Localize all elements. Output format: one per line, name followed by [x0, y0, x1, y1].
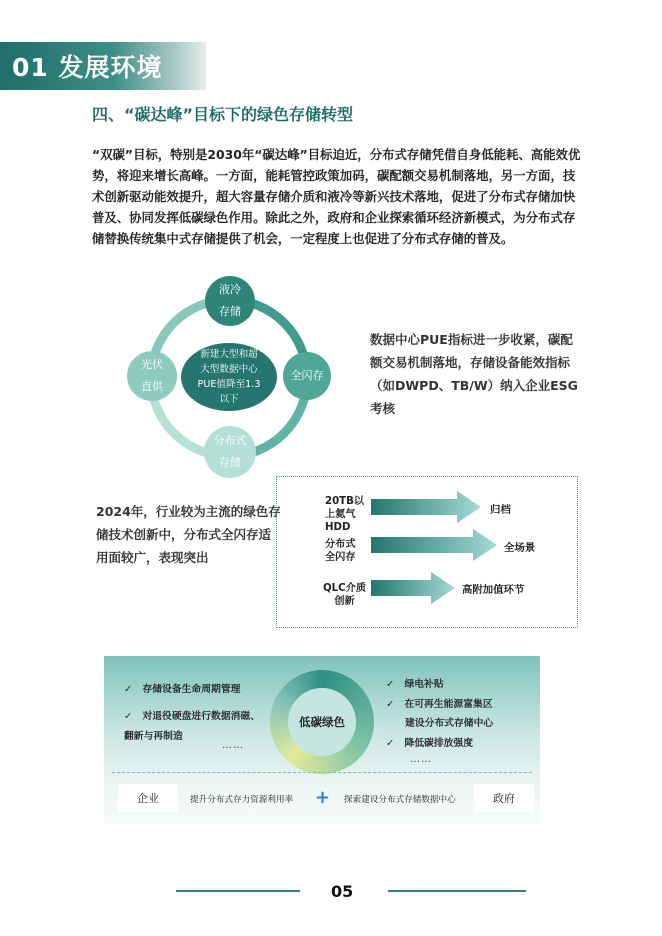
check-icon: ✓	[124, 684, 133, 695]
cycle-node-distributed	[204, 426, 256, 478]
node-label: 全闪存	[290, 369, 324, 382]
cycle-center	[181, 343, 277, 411]
arrow-shape	[371, 491, 481, 523]
ring-label: 低碳绿色	[288, 688, 356, 756]
arrow-label-line: 全闪存	[325, 552, 356, 563]
pue-policy-text: 数据中心PUE指标进一步收紧，碳配额交易机制落地，存储设备能效指标（如DWPD、TB/W）纳入企业ESG考核	[370, 332, 578, 416]
section-title: 01 发展环境	[12, 53, 163, 82]
node-label: 直供	[141, 380, 163, 393]
plus-icon: +	[315, 787, 331, 808]
arrow-label-line: 上氦气	[325, 509, 356, 520]
page-subtitle: 四、“碳达峰”目标下的绿色存储转型	[92, 105, 354, 124]
check-text: 对退役硬盘进行数据消磁、	[142, 711, 261, 722]
check-continuation: 建设分布式存储中心	[405, 718, 494, 729]
right-ellipsis: ……	[410, 754, 432, 765]
arrow-label-line: 创新	[334, 596, 355, 607]
cycle-center-line: 以下	[219, 394, 239, 405]
node-label: 液冷	[219, 283, 241, 296]
arrow-label-hdd	[325, 495, 364, 534]
node-label: 存储	[219, 305, 241, 318]
cycle-node-liquid-cooling	[205, 276, 255, 326]
tech-arrow-box	[276, 476, 578, 628]
check-continuation: 翻新与再制造	[124, 731, 183, 742]
check-item	[386, 675, 444, 695]
check-item	[124, 680, 240, 700]
cycle-center-line: 大型数据中心	[200, 364, 258, 375]
arrow-label-line: HDD	[325, 522, 351, 533]
cycle-node-pv-direct	[127, 351, 177, 401]
trend-2024-text: 2024年，行业较为主流的绿色存储技术创新中，分布式全闪存适用面较广，表现突出	[96, 504, 281, 565]
footer-line-right	[388, 890, 526, 892]
check-item	[124, 707, 260, 727]
node-label: 分布式	[213, 434, 247, 447]
arrow-label-qlc	[323, 582, 366, 608]
cycle-node-all-flash	[283, 352, 331, 400]
arrow-label-line: 分布式	[325, 539, 356, 550]
enterprise-tag: 企业	[118, 784, 178, 812]
check-text: 存储设备生命周期管理	[142, 684, 241, 695]
check-icon: ✓	[386, 738, 395, 749]
arrow-dest-archive: 归档	[490, 504, 511, 516]
check-icon: ✓	[124, 711, 133, 722]
node-label: 存储	[219, 456, 241, 469]
check-text: 在可再生能源富集区	[404, 699, 493, 710]
check-text: 绿电补贴	[404, 679, 444, 690]
intro-paragraph: “双碳”目标，特别是2030年“碳达峰”目标迫近，分布式存储凭借自身低能耗、高能效优势，将迎来增长高峰。一方面，能耗管控政策加码，碳配额交易机制落地，另一方面，技术创新驱动能效提升，超大容量存储介质和液冷等新兴技术落地，促进了分布式存储加快普及、协同发挥低碳绿色作用。除此之外，政府和企业探索循环经济新模式，为分布式存储替换传统集中式存储提供了机会，一定程度上也促进了分布式存储的普及。	[92, 147, 581, 246]
check-icon: ✓	[386, 679, 395, 690]
arrow-label-line: QLC介质	[323, 583, 367, 594]
left-ellipsis: ……	[222, 740, 244, 751]
cycle-center-line: PUE值降至1.3	[197, 379, 261, 390]
enterprise-text: 提升分布式存力资源利用率	[190, 795, 294, 805]
government-tag: 政府	[474, 784, 534, 812]
check-icon: ✓	[386, 699, 395, 710]
page-number: 05	[331, 882, 354, 901]
arrow-dest-all-scenarios: 全场景	[504, 542, 536, 554]
arrow-shape	[371, 529, 497, 561]
arrow-shape	[371, 572, 455, 604]
check-text: 降低碳排放强度	[404, 738, 474, 749]
footer-line-left	[176, 890, 300, 892]
arrow-label-line: 20TB以	[325, 496, 365, 507]
cycle-center-line: 新建大型和超	[200, 349, 258, 360]
arrow-dest-high-value: 高附加值环节	[462, 584, 525, 596]
check-item	[386, 695, 493, 715]
government-text: 探索建设分布式存储数据中心	[344, 795, 456, 805]
panel-divider	[112, 772, 532, 773]
node-label: 光伏	[141, 358, 163, 371]
check-item	[386, 734, 473, 754]
arrow-label-allflash	[325, 538, 356, 564]
